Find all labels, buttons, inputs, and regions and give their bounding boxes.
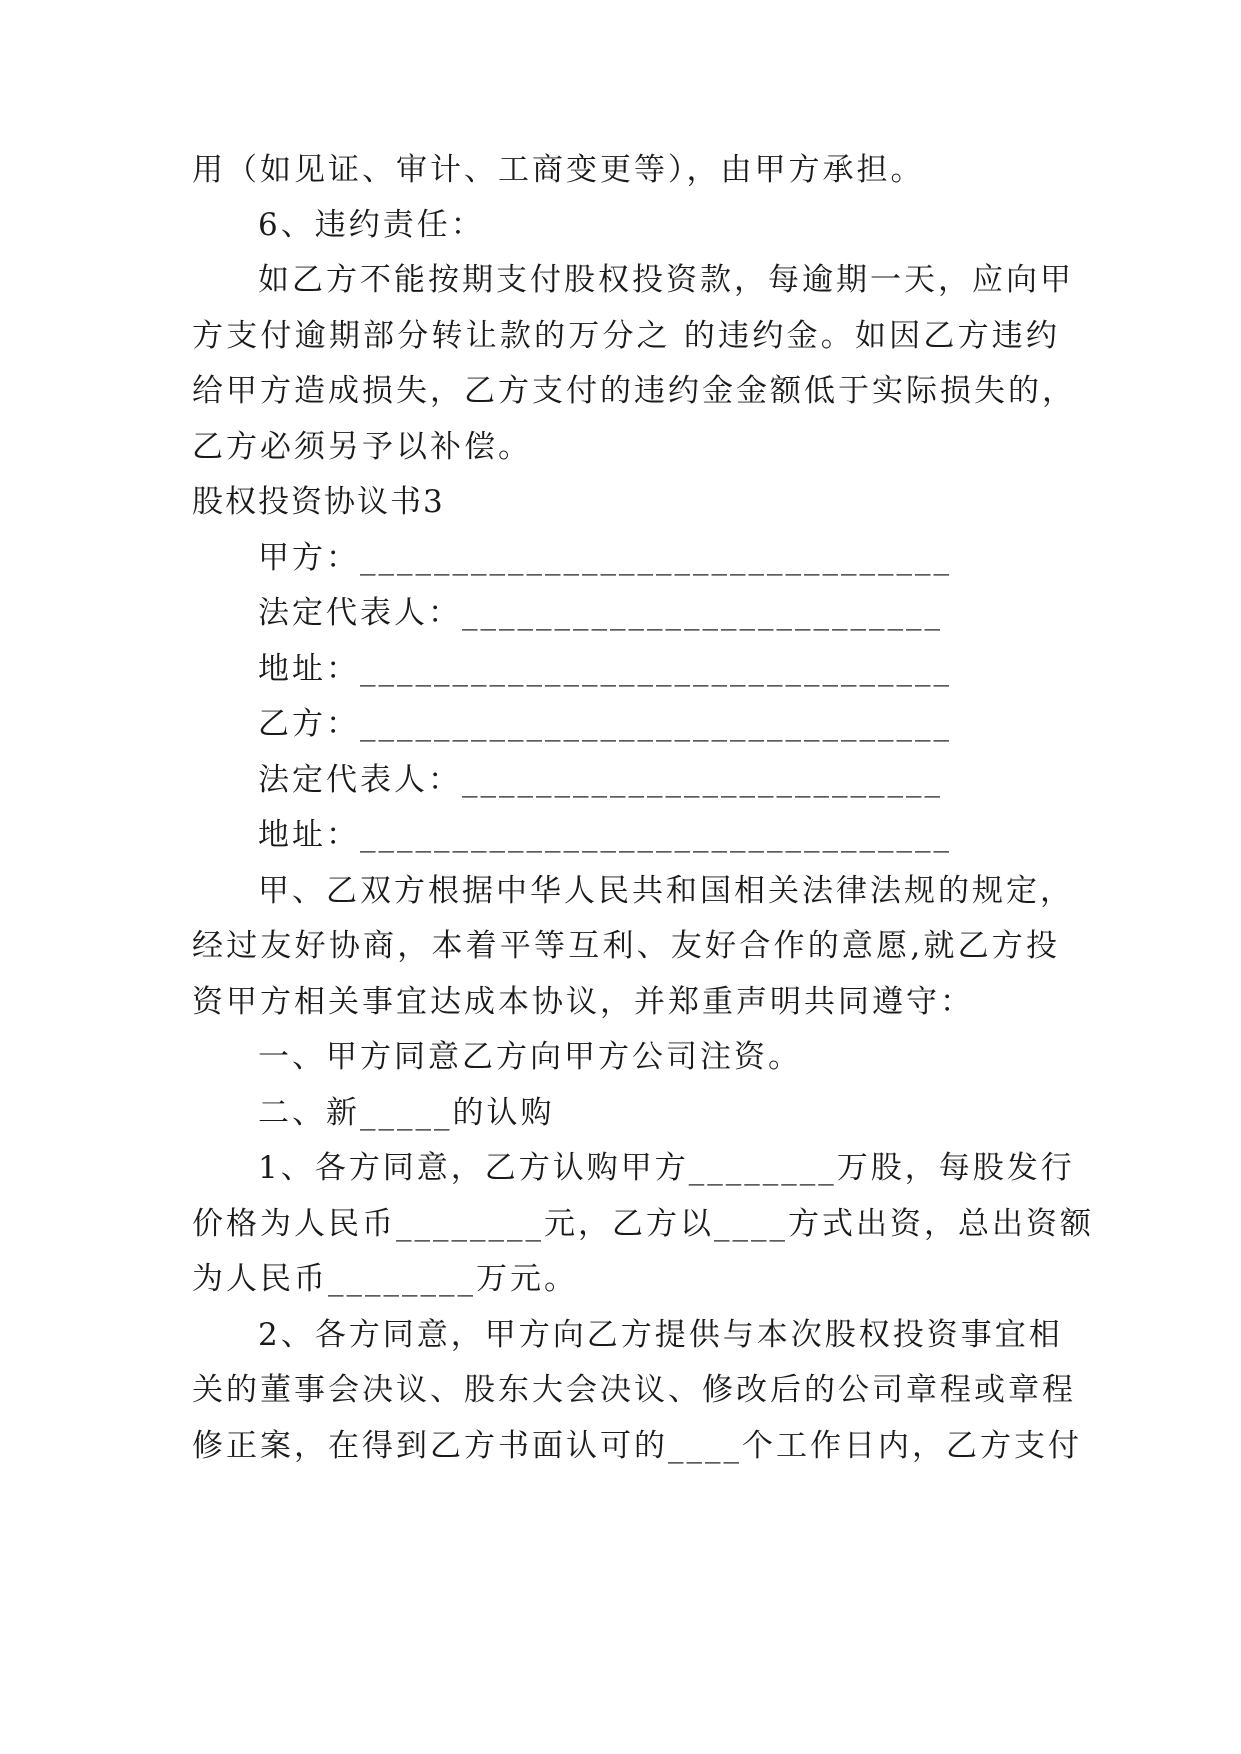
text-line-21: 为人民币________万元。 — [192, 1261, 578, 1297]
text-line-4: 方支付逾期部分转让款的万分之 的违约金。如因乙方违约 — [192, 318, 1060, 354]
text-line-16: 资甲方相关事宜达成本协议，并郑重声明共同遵守： — [192, 984, 974, 1020]
text-line-6: 乙方必须另予以补偿。 — [192, 429, 532, 465]
text-line-20: 价格为人民币________元，乙方以____方式出资，总出资额 — [192, 1206, 1094, 1242]
text-line-1: 用（如见证、审计、工商变更等），由甲方承担。 — [192, 152, 925, 188]
text-line-5: 给甲方造成损失，乙方支付的违约金金额低于实际损失的， — [192, 373, 1076, 409]
document-title: 股权投资协议书3 — [192, 484, 445, 520]
text-line-23: 关的董事会决议、股东大会决议、修改后的公司章程或章程 — [192, 1372, 1076, 1408]
clause-two-heading: 二、新_____的认购 — [258, 1095, 555, 1131]
text-line-3: 如乙方不能按期支付股权投资款，每逾期一天，应向甲 — [258, 262, 1074, 298]
party-a-representative-field: 法定代表人：__________________________ — [258, 595, 943, 631]
party-a-address-field: 地址：________________________________ — [258, 651, 952, 687]
party-b-representative-field: 法定代表人：__________________________ — [258, 762, 943, 798]
text-line-15: 经过友好协商，本着平等互利、友好合作的意愿,就乙方投 — [192, 928, 1060, 964]
text-line-19: 1、各方同意，乙方认购甲方________万股，每股发行 — [258, 1150, 1075, 1186]
clause-one: 一、甲方同意乙方向甲方公司注资。 — [258, 1039, 802, 1075]
text-line-14: 甲、乙双方根据中华人民共和国相关法律法规的规定， — [258, 873, 1074, 909]
party-b-field: 乙方：________________________________ — [258, 706, 952, 742]
section-heading-breach: 6、违约责任： — [258, 207, 485, 243]
text-line-24: 修正案，在得到乙方书面认可的____个工作日内，乙方支付 — [192, 1428, 1082, 1464]
party-b-address-field: 地址：________________________________ — [258, 817, 952, 853]
text-line-22: 2、各方同意，甲方向乙方提供与本次股权投资事宜相 — [258, 1317, 1063, 1353]
party-a-field: 甲方：________________________________ — [258, 540, 952, 576]
